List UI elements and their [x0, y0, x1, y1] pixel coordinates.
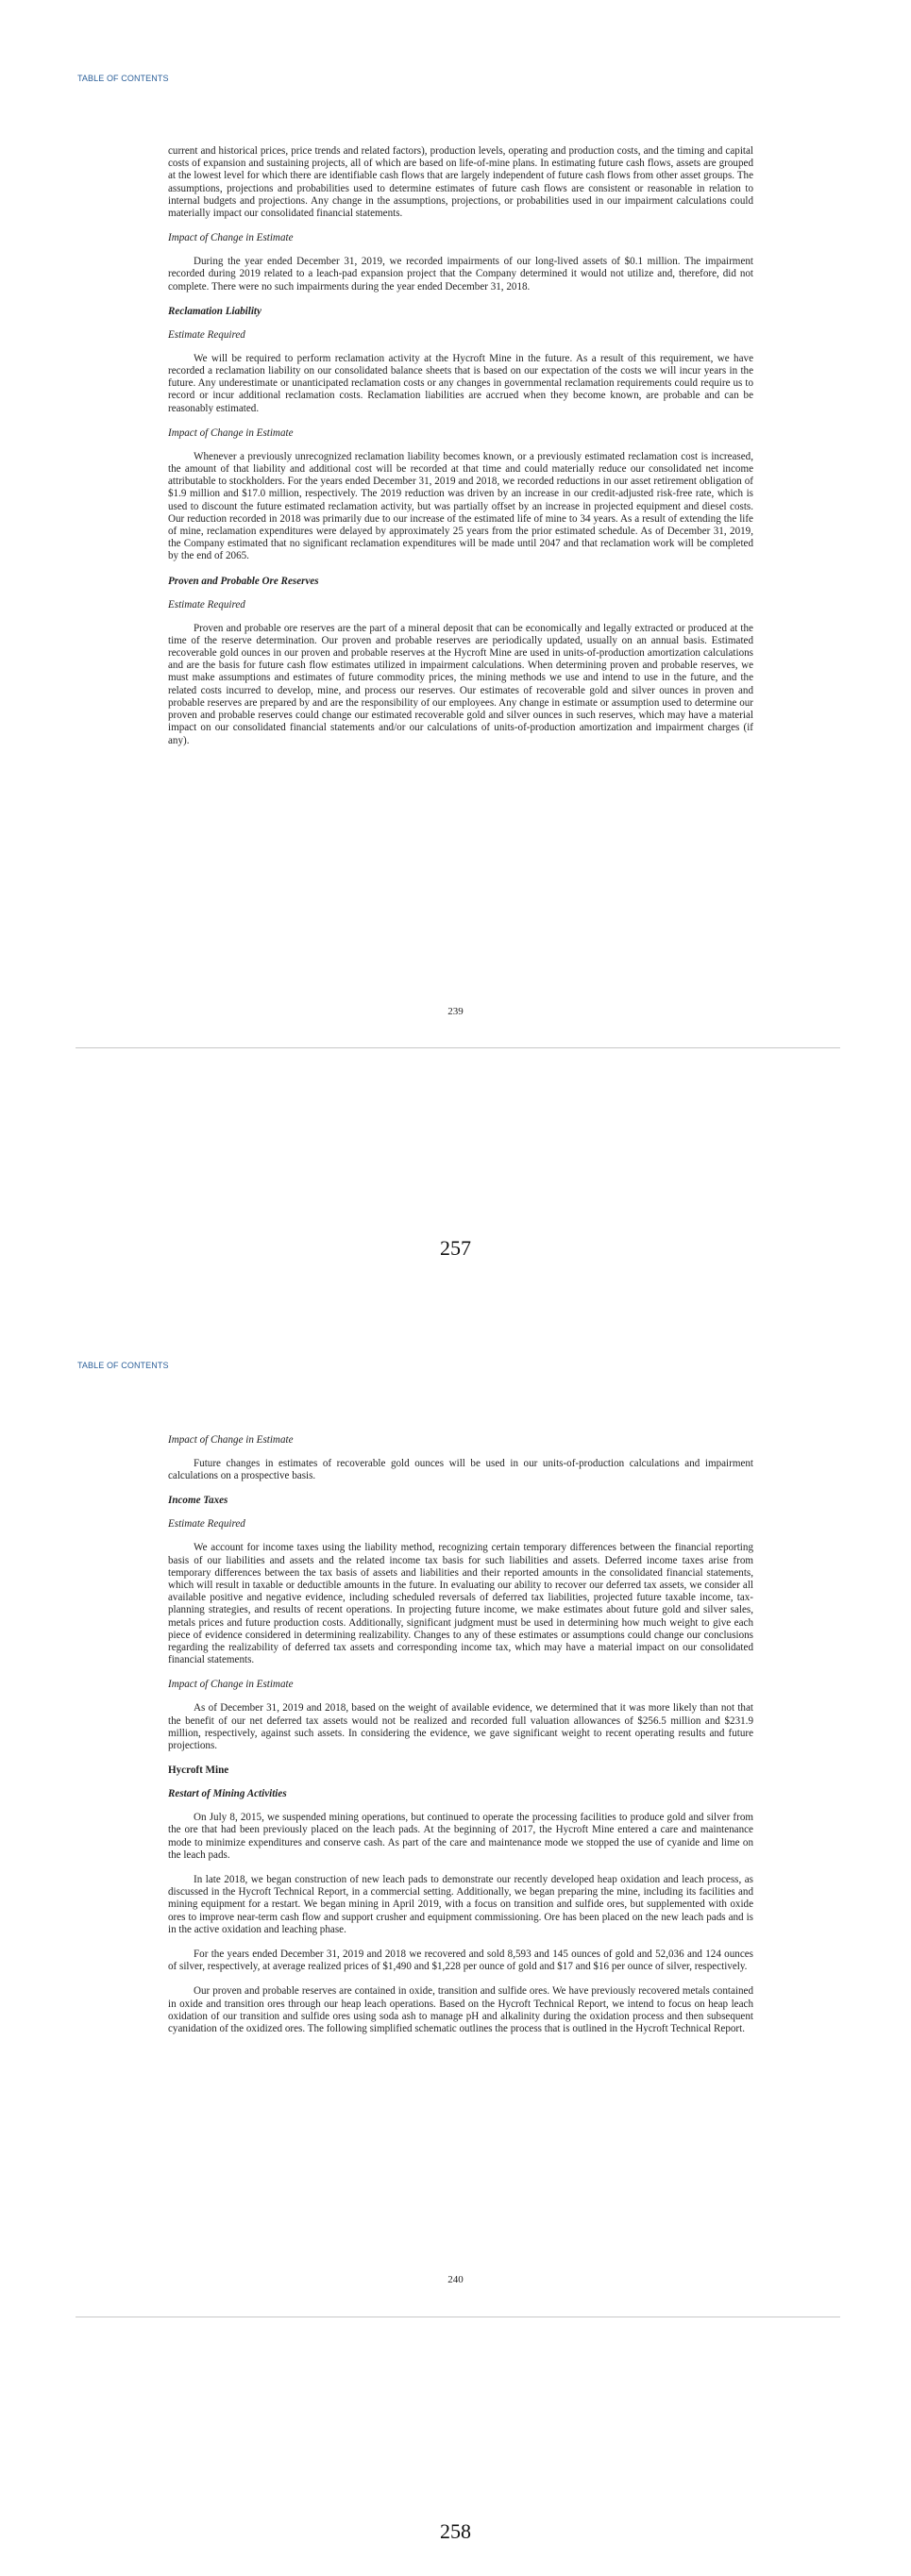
intro-paragraph: current and historical prices, price trends and related factors), production levels, operating and production costs, and the timing and capital costs of expansion and sustaining projects, all of which are based on life-of-mine plans. In estimating future cash flows, assets are grouped at the lowest level for which there are identifiable cash flows that are largely independent of future cash flows from other asset groups. The assumptions, projections and probabilities used to determine estimates of future cash flows are consistent or reasonable in relation to internal budgets and projections. Any change in the assumptions, projections, or probabilities used in our impairment calculations could materially impact our consolidated financial statements. — [168, 145, 753, 220]
reserves-estimate-paragraph: Proven and probable ore reserves are the part of a mineral deposit that can be economically and legally extracted or produced at the time of the reserve determination. Our proven and probable reserves are periodically updated, usually on an annual basis. Estimated recoverable gold ounces in our proven and probable reserves at the Hycroft Mine are used in units-of-production amortization calculations and are the basis for future cash flow estimates utilized in impairment calculations. When determining proven and probable reserves, we must make assumptions and estimates of future commodity prices, the mining methods we use and intend to use in the future, and the related costs incurred to develop, mine, and process our reserves. Our estimates of recoverable gold and silver ounces in proven and probable reserves are prepared by and are the responsibility of our employees. Any change in estimate or assumption used to determine our proven and probable reserves could change our estimated recoverable gold and silver ounces in such reserves, which may have a material impact on our consolidated financial statements and/or our calculations of units-of-production amortization and impairment charges (if any). — [168, 622, 753, 746]
page-number: 239 — [447, 1006, 464, 1017]
heading-reclamation-liability: Reclamation Liability — [168, 305, 261, 317]
heading-restart-of-mining-activities: Restart of Mining Activities — [168, 1788, 287, 1800]
restart-paragraph-3: For the years ended December 31, 2019 and 2018 we recovered and sold 8,593 and 145 ounces of gold and 52,036 and 124 ounces of silver, respectively, at average realized prices of $1,490 and $1,228 per ounce of gold and $17 and $16 per ounce of silver, respectively. — [168, 1949, 753, 1973]
recoverable-gold-paragraph: Future changes in estimates of recoverable gold ounces will be used in our units-of-production calculations and impairment calculations on a prospective basis. — [168, 1458, 753, 1482]
page-number: 240 — [447, 2274, 464, 2285]
reclamation-impact-paragraph: Whenever a previously unrecognized reclamation liability becomes known, or a previously estimated reclamation cost is increased, the amount of that liability and additional cost will be recorded at that time and could materially reduce our consolidated net income attributable to stockholders. For the years ended December 31, 2019 and 2018, we recorded reductions in our asset retirement obligation of $1.9 million and $17.0 million, respectively. The 2019 reduction was driven by an increase in our credit-adjusted risk-free rate, which is used to discount the future estimated reclamation activity, but was partially offset by an increase in projected equipment and diesel costs. Our reduction recorded in 2018 was primarily due to our increase of the estimated life of mine to 34 years. As a result of extending the life of mine, reclamation expenditures were delayed by approximately 25 years from the prior estimated schedule. As of December 31, 2019, the Company estimated that no significant reclamation expenditures will be made until 2047 and that reclamation work will be completed by the end of 2065. — [168, 450, 753, 562]
page-239-body — [168, 145, 753, 760]
heading-estimate-required: Estimate Required — [168, 1518, 245, 1531]
page-divider — [76, 1047, 840, 1048]
reclamation-estimate-paragraph: We will be required to perform reclamation activity at the Hycroft Mine in the future. As a result of this requirement, we have recorded a reclamation liability on our consolidated balance sheets that is based on our expectation of the costs we will incur years in the future. Any underestimate or unanticipated reclamation costs or any changes in governmental reclamation requirements could require us to record or incur additional reclamation costs. Reclamation liabilities are accrued when they become known, are probable and can be reasonably estimated. — [168, 352, 753, 414]
heading-hycroft-mine: Hycroft Mine — [168, 1765, 229, 1777]
sequence-number: 258 — [440, 2519, 471, 2543]
page-240-body — [168, 1434, 753, 2048]
valuation-allowance-paragraph: As of December 31, 2019 and 2018, based on the weight of available evidence, we determined that it was more likely than not that the benefit of our net deferred tax assets would not be realized and recorded full valuation allowances of $256.5 million and $231.9 million, respectively, against such assets. In considering the evidence, we gave significant weight to recent operating results and future projections. — [168, 1702, 753, 1752]
heading-income-taxes: Income Taxes — [168, 1495, 228, 1507]
income-tax-estimate-paragraph: We account for income taxes using the liability method, recognizing certain temporary differences between the financial reporting basis of our liabilities and assets and the related income tax basis for such liabilities and assets. Deferred income taxes arise from temporary differences between the tax basis of assets and liabilities and their reported amounts in the consolidated financial statements, which will result in taxable or deductible amounts in the future. In evaluating our ability to recover our deferred tax assets, we consider all available positive and negative evidence, including scheduled reversals of deferred tax liabilities, projected future taxable income, tax-planning strategies, and results of recent operations. In projecting future income, we make estimates about future gold and silver sales, metals prices and future production costs. Additionally, significant judgment must be used in determining how much weight to give each piece of evidence considered in determining realizability. Changes to any of these estimates or assumptions could change our conclusions regarding the realizability of deferred tax assets and corresponding income tax, which may have a material impact on our consolidated financial statements. — [168, 1542, 753, 1666]
impairment-paragraph: During the year ended December 31, 2019, we recorded impairments of our long-lived assets of $0.1 million. The impairment recorded during 2019 related to a leach-pad expansion project that the Company determined it would not utilize and, therefore, did not complete. There were no such impairments during the year ended December 31, 2018. — [168, 256, 753, 293]
heading-estimate-required: Estimate Required — [168, 598, 245, 611]
heading-proven-probable-ore-reserves: Proven and Probable Ore Reserves — [168, 575, 319, 587]
heading-impact-of-change-in-estimate: Impact of Change in Estimate — [168, 427, 294, 439]
heading-impact-of-change-in-estimate: Impact of Change in Estimate — [168, 232, 294, 244]
table-of-contents-link[interactable]: TABLE OF CONTENTS — [77, 1361, 169, 1370]
sequence-number: 257 — [440, 1236, 471, 1260]
heading-impact-of-change-in-estimate: Impact of Change in Estimate — [168, 1434, 294, 1446]
restart-paragraph-1: On July 8, 2015, we suspended mining operations, but continued to operate the processing facilities to produce gold and silver from the ore that had been previously placed on the leach pads. At the beginning of 2017, the Hycroft Mine entered a care and maintenance mode to minimize expenditures and conserve cash. As part of the care and maintenance mode we stopped the use of cyanide and lime on the leach pads. — [168, 1812, 753, 1861]
table-of-contents-link[interactable]: TABLE OF CONTENTS — [77, 74, 169, 83]
restart-paragraph-4: Our proven and probable reserves are contained in oxide, transition and sulfide ores. We have previously recovered metals contained in oxide and transition ores through our heap leach operations. Based on the Hycroft Technical Report, we intend to focus on heap leach oxidation of our transition and sulfide ores using soda ash to manage pH and alkalinity during the oxidation process and then subsequent cyanidation of the oxidized ores. The following simplified schematic outlines the process that is outlined in the Hycroft Technical Report. — [168, 1985, 753, 2035]
heading-impact-of-change-in-estimate: Impact of Change in Estimate — [168, 1679, 294, 1691]
restart-paragraph-2: In late 2018, we began construction of new leach pads to demonstrate our recently developed heap oxidation and leach process, as discussed in the Hycroft Technical Report, in a commercial setting. Additionally, we began preparing the mine, including its facilities and mining equipment for a restart. We began mining in April 2019, with a focus on transition and sulfide ores, but supplemented with oxide ores to improve near-term cash flow and support crusher and equipment commissioning. Ore has been placed on the new leach pads and is in the active oxidation and leaching phase. — [168, 1874, 753, 1935]
heading-estimate-required: Estimate Required — [168, 328, 245, 341]
